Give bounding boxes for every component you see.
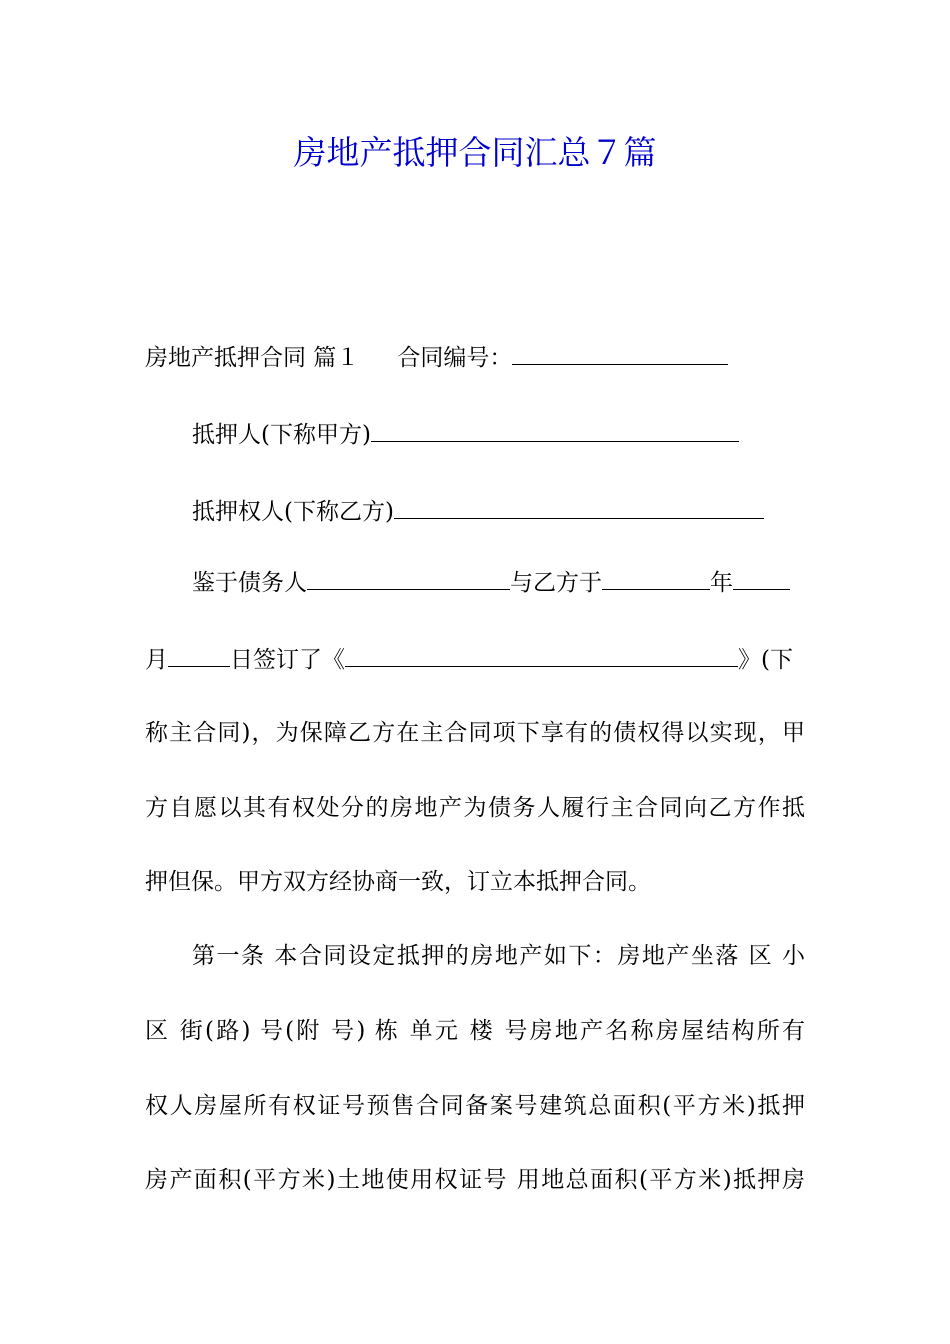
paragraph-line-2 xyxy=(145,640,805,680)
text-debtor: 鉴于债务人 xyxy=(192,570,307,596)
day-blank xyxy=(168,644,230,667)
year-blank xyxy=(602,567,710,590)
mortgagor-line xyxy=(192,415,805,455)
header-line xyxy=(145,338,805,378)
main-contract-blank xyxy=(345,644,738,667)
text-year: 年 xyxy=(710,570,733,596)
contract-no-blank xyxy=(512,342,728,365)
paragraph-line-5: 押但保。甲方双方经协商一致，订立本抵押合同。 xyxy=(145,869,651,895)
text-with-party-b: 与乙方于 xyxy=(510,570,602,596)
article-1-line-4: 房产面积(平方米)土地使用权证号 用地总面积(平方米)抵押房 xyxy=(145,1167,805,1193)
mortgagor-label: 抵押人(下称甲方) xyxy=(192,422,371,448)
text-hereinafter: 》(下 xyxy=(738,647,793,673)
mortgagee-line xyxy=(192,492,805,532)
document-title: 房地产抵押合同汇总７篇 xyxy=(293,133,657,172)
text-month: 月 xyxy=(145,647,168,673)
article-1-line-3: 权人房屋所有权证号预售合同备案号建筑总面积(平方米)抵押 xyxy=(145,1093,805,1119)
contract-no-label: 合同编号： xyxy=(397,345,513,371)
debtor-blank xyxy=(307,567,510,590)
mortgagee-label: 抵押权人(下称乙方) xyxy=(192,499,394,525)
article-1-line-1: 第一条 本合同设定抵押的房地产如下：房地产坐落 区 小 xyxy=(192,943,805,969)
month-blank xyxy=(733,567,790,590)
text-signed: 日签订了《 xyxy=(230,647,345,673)
paragraph-line-4: 方自愿以其有权处分的房地产为债务人履行主合同向乙方作抵 xyxy=(145,795,805,821)
section-title: 房地产抵押合同 篇１ xyxy=(145,345,360,371)
paragraph-line-1 xyxy=(192,563,805,603)
paragraph-line-3: 称主合同)，为保障乙方在主合同项下享有的债权得以实现，甲 xyxy=(145,720,805,746)
mortgagor-blank xyxy=(371,419,739,442)
article-1-line-2: 区 街(路) 号(附 号) 栋 单元 楼 号房地产名称房屋结构所有 xyxy=(145,1018,805,1044)
mortgagee-blank xyxy=(394,496,764,519)
